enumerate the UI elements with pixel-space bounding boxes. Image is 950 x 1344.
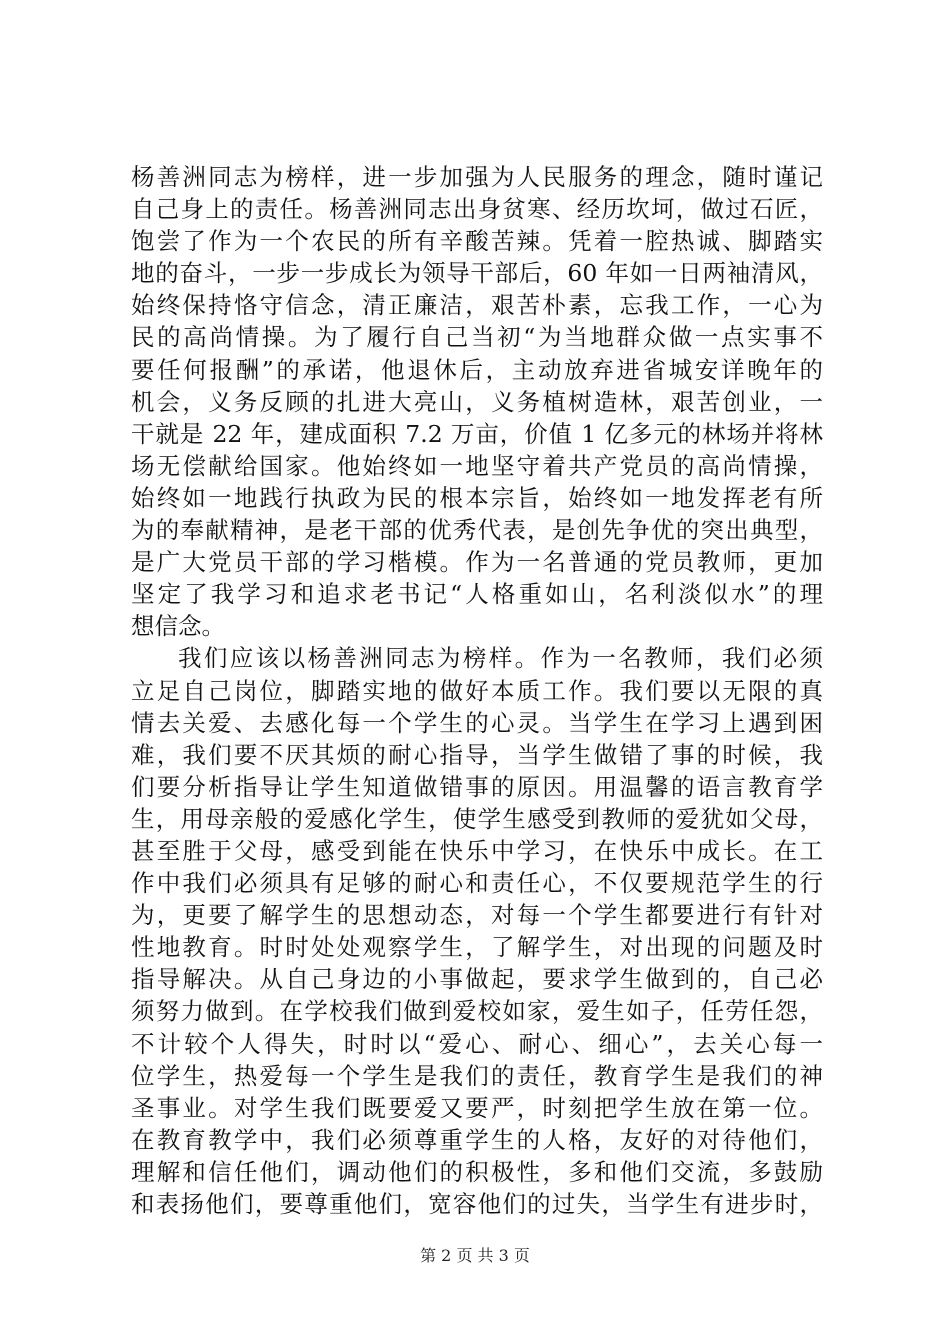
text-line: 为的奉献精神，是老干部的优秀代表，是创先争优的突出典型， xyxy=(131,516,823,545)
paragraph-start-line: 我们应该以杨善洲同志为榜样。作为一名教师，我们必须 xyxy=(178,644,823,673)
text-line: 始终如一地践行执政为民的根本宗旨，始终如一地发挥老有所 xyxy=(131,483,823,512)
text-line: 甚至胜于父母，感受到能在快乐中学习，在快乐中成长。在工 xyxy=(131,836,823,865)
text-line: 始终保持恪守信念，清正廉洁，艰苦朴素，忘我工作，一心为 xyxy=(131,291,823,320)
text-line: 为，更要了解学生的思想动态，对每一个学生都要进行有针对 xyxy=(131,901,823,930)
text-line: 指导解决。从自己身边的小事做起，要求学生做到的，自己必 xyxy=(131,965,823,994)
paragraph-end-line: 想信念。 xyxy=(131,612,225,641)
text-line: 须努力做到。在学校我们做到爱校如家，爱生如子，任劳任怨， xyxy=(131,997,823,1026)
text-line: 地的奋斗，一步一步成长为领导干部后，60 年如一日两袖清风， xyxy=(131,259,823,288)
text-line: 作中我们必须具有足够的耐心和责任心，不仅要规范学生的行 xyxy=(131,869,823,898)
text-line: 圣事业。对学生我们既要爱又要严，时刻把学生放在第一位。 xyxy=(131,1093,823,1122)
text-line: 民的高尚情操。为了履行自己当初“为当地群众做一点实事不 xyxy=(131,323,823,352)
text-line: 生，用母亲般的爱感化学生，使学生感受到教师的爱犹如父母， xyxy=(131,804,823,833)
text-line: 饱尝了作为一个农民的所有辛酸苦辣。凭着一腔热诚、脚踏实 xyxy=(131,227,823,256)
text-line: 杨善洲同志为榜样，进一步加强为人民服务的理念，随时谨记 xyxy=(131,163,823,191)
text-line: 和表扬他们，要尊重他们，宽容他们的过失，当学生有进步时， xyxy=(131,1190,823,1218)
text-line: 情去关爱、去感化每一个学生的心灵。当学生在学习上遇到困 xyxy=(131,708,823,737)
text-line: 位学生，热爱每一个学生是我们的责任，教育学生是我们的神 xyxy=(131,1061,823,1090)
text-line: 性地教育。时时处处观察学生，了解学生，对出现的问题及时 xyxy=(131,933,823,962)
text-line: 机会，义务反顾的扎进大亮山，义务植树造林，艰苦创业，一 xyxy=(131,387,823,416)
text-line: 干就是 22 年，建成面积 7.2 万亩，价值 1 亿多元的林场并将林 xyxy=(131,419,823,448)
text-line: 自己身上的责任。杨善洲同志出身贫寒、经历坎坷，做过石匠， xyxy=(131,195,823,224)
text-line: 场无偿献给国家。他始终如一地坚守着共产党员的高尚情操， xyxy=(131,451,823,480)
page-number-footer: 第 2 页 共 3 页 xyxy=(420,1246,530,1265)
text-line: 坚定了我学习和追求老书记“人格重如山，名利淡似水”的理 xyxy=(131,580,823,609)
text-line: 理解和信任他们，调动他们的积极性，多和他们交流，多鼓励 xyxy=(131,1157,823,1186)
document-body xyxy=(131,161,823,1220)
text-line: 在教育教学中，我们必须尊重学生的人格，友好的对待他们， xyxy=(131,1125,823,1154)
text-line: 不计较个人得失，时时以“爱心、耐心、细心”，去关心每一 xyxy=(131,1029,823,1058)
text-line: 立足自己岗位，脚踏实地的做好本质工作。我们要以无限的真 xyxy=(131,676,823,705)
text-line: 们要分析指导让学生知道做错事的原因。用温馨的语言教育学 xyxy=(131,772,823,801)
text-line: 要任何报酬”的承诺，他退休后，主动放弃进省城安详晚年的 xyxy=(131,355,823,384)
text-line: 难，我们要不厌其烦的耐心指导，当学生做错了事的时候，我 xyxy=(131,740,823,769)
text-line: 是广大党员干部的学习楷模。作为一名普通的党员教师，更加 xyxy=(131,548,823,577)
